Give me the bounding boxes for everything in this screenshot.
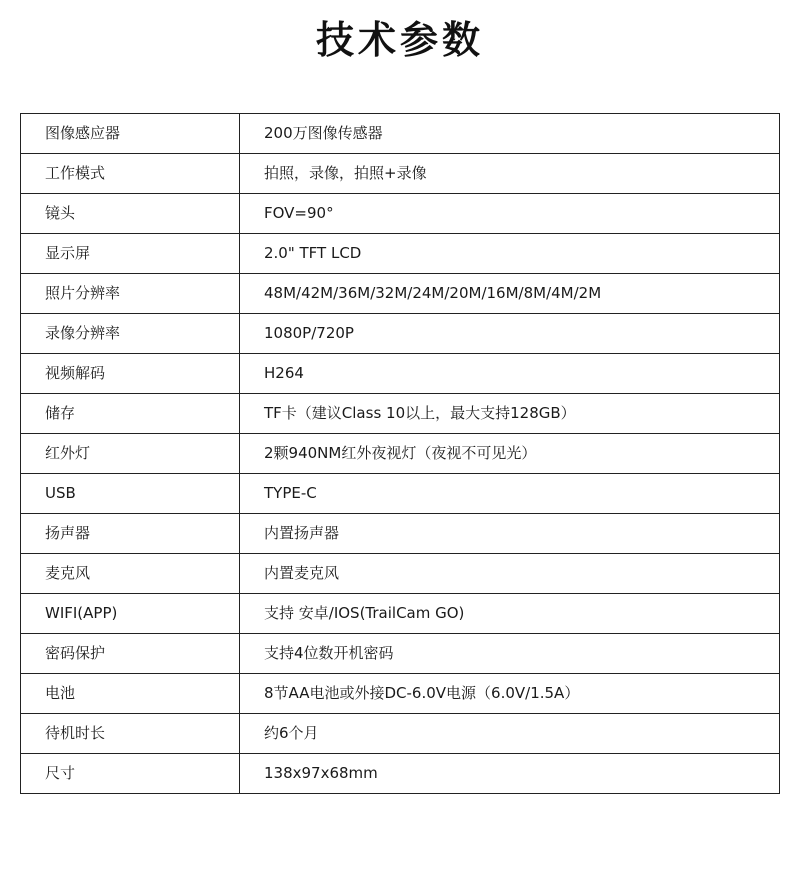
spec-label: 工作模式 <box>21 154 240 194</box>
spec-value: 支持 安卓/IOS(TrailCam GO) <box>240 594 780 634</box>
spec-value: 拍照，录像，拍照+录像 <box>240 154 780 194</box>
page-title: 技术参数 <box>315 18 484 62</box>
spec-value: TYPE-C <box>240 474 780 514</box>
spec-value: 约6个月 <box>240 714 780 754</box>
table-row <box>21 314 780 354</box>
spec-label: 镜头 <box>21 194 240 234</box>
spec-value: 支持4位数开机密码 <box>240 634 780 674</box>
table-row <box>21 554 780 594</box>
table-row <box>21 594 780 634</box>
table-row <box>21 114 780 154</box>
spec-value: TF卡（建议Class 10以上，最大支持128GB） <box>240 394 780 434</box>
table-row <box>21 754 780 794</box>
table-row <box>21 674 780 714</box>
table-row <box>21 394 780 434</box>
table-row <box>21 234 780 274</box>
spec-label: 图像感应器 <box>21 114 240 154</box>
spec-label: USB <box>21 474 240 514</box>
table-row <box>21 514 780 554</box>
spec-label: 麦克风 <box>21 554 240 594</box>
table-row <box>21 154 780 194</box>
table-row <box>21 274 780 314</box>
spec-label: 待机时长 <box>21 714 240 754</box>
spec-label: 照片分辨率 <box>21 274 240 314</box>
spec-label: WIFI(APP) <box>21 594 240 634</box>
spec-value: 内置麦克风 <box>240 554 780 594</box>
spec-label: 电池 <box>21 674 240 714</box>
spec-value: 1080P/720P <box>240 314 780 354</box>
table-row <box>21 714 780 754</box>
spec-label: 密码保护 <box>21 634 240 674</box>
spec-value: 2.0" TFT LCD <box>240 234 780 274</box>
table-row <box>21 434 780 474</box>
spec-label: 储存 <box>21 394 240 434</box>
spec-table <box>20 113 780 794</box>
spec-label: 扬声器 <box>21 514 240 554</box>
spec-label: 红外灯 <box>21 434 240 474</box>
table-row <box>21 194 780 234</box>
spec-label: 录像分辨率 <box>21 314 240 354</box>
table-row <box>21 354 780 394</box>
spec-label: 显示屏 <box>21 234 240 274</box>
spec-value: H264 <box>240 354 780 394</box>
spec-label: 尺寸 <box>21 754 240 794</box>
spec-value: 200万图像传感器 <box>240 114 780 154</box>
spec-value: 48M/42M/36M/32M/24M/20M/16M/8M/4M/2M <box>240 274 780 314</box>
spec-value: 内置扬声器 <box>240 514 780 554</box>
spec-value: 138x97x68mm <box>240 754 780 794</box>
table-row <box>21 474 780 514</box>
spec-value: 8节AA电池或外接DC-6.0V电源（6.0V/1.5A） <box>240 674 780 714</box>
spec-label: 视频解码 <box>21 354 240 394</box>
spec-value: FOV=90° <box>240 194 780 234</box>
spec-value: 2颗940NM红外夜视灯（夜视不可见光） <box>240 434 780 474</box>
table-row <box>21 634 780 674</box>
